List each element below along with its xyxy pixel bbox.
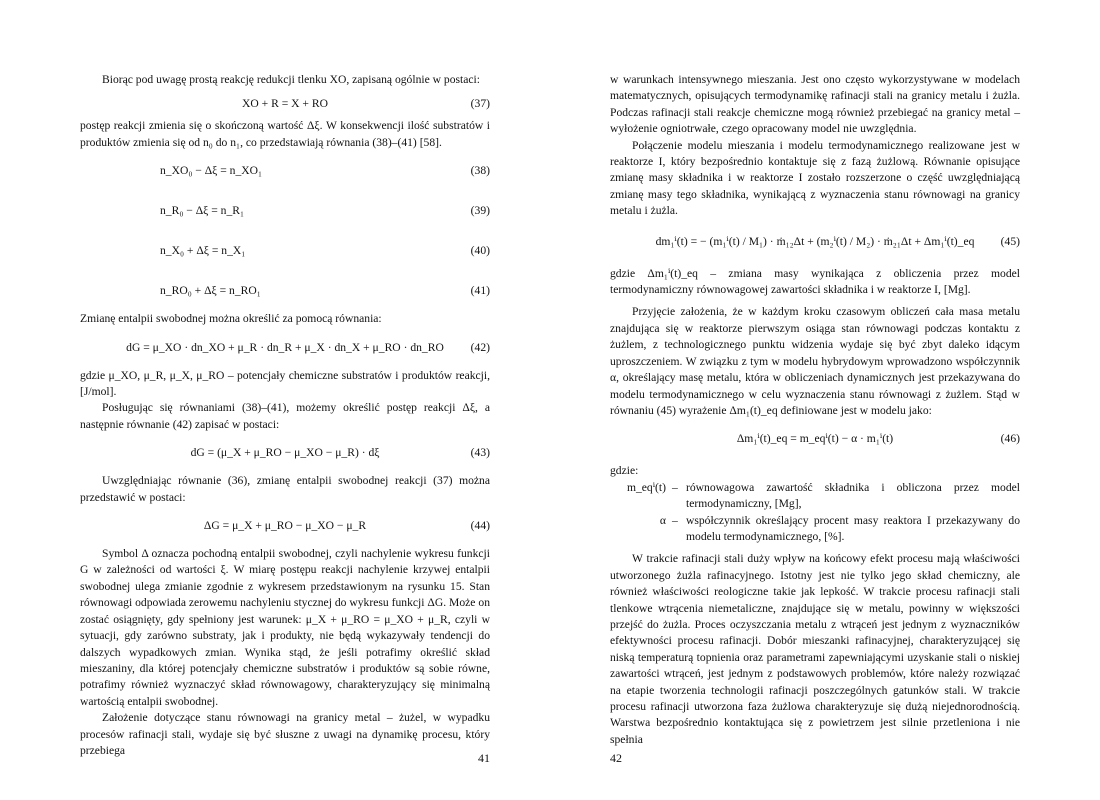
paragraph: Uwzględniając równanie (36), zmianę entalpii swobodnej reakcji (37) można przedstawić w postaci: bbox=[80, 474, 490, 504]
equation-formula: dm₁ⁱ(t) = − (m₁ⁱ(t) / M₁) · ṁ₁₂Δt + (m₂ⁱ(t) / M₂) · ṁ₂₁Δt + Δm₁ⁱ(t)_eq bbox=[655, 234, 975, 248]
equation-formula: n_RO₀ + Δξ = n_RO₁ bbox=[160, 284, 261, 298]
page-number: 42 bbox=[610, 751, 622, 765]
page-number: 41 bbox=[478, 751, 490, 765]
paragraph: w warunkach intensywnego mieszania. Jest ono często wykorzystywane w modelach matematycznych, opisujących termodynamikę rafinacji stali na granicy metalu i żużla. Podczas rafinacji stali reakcje chemiczne mogą również przebiegać na granicy metal – wyłożenie ogniotrwałe, czego opracowany model nie uwzględnia. bbox=[610, 73, 1020, 136]
equation-41 bbox=[80, 271, 490, 311]
equation-44 bbox=[80, 506, 490, 546]
equation-number: (43) bbox=[470, 446, 490, 460]
equation-formula: dG = μ_XO · dn_XO + μ_R · dn_R + μ_X · dn_X + μ_RO · dn_RO bbox=[126, 340, 444, 354]
left-text-column bbox=[80, 72, 490, 759]
equation-46 bbox=[610, 419, 1020, 459]
paragraph: gdzie μ_XO, μ_R, μ_X, μ_RO – potencjały chemiczne substratów i produktów reakcji, [J/mol]. bbox=[80, 368, 490, 399]
paragraph: Biorąc pod uwagę prostą reakcję redukcji tlenku XO, zapisaną ogólnie w postaci: bbox=[102, 73, 480, 86]
equation-formula: n_R₀ − Δξ = n_R₁ bbox=[160, 204, 245, 218]
equation-number: (37) bbox=[470, 97, 490, 111]
right-text-column bbox=[610, 72, 1020, 748]
equation-42 bbox=[80, 328, 490, 368]
definition-item bbox=[610, 513, 1020, 546]
equation-number: (46) bbox=[1000, 432, 1020, 446]
equation-38 bbox=[80, 151, 490, 191]
definition-dash: – bbox=[672, 480, 678, 494]
equation-formula: n_XO₀ − Δξ = n_XO₁ bbox=[160, 164, 263, 178]
paragraph: gdzie Δm₁ⁱ(t)_eq – zmiana masy wynikająca z obliczenia przez model termodynamiczny równowagowej zawartości składnika i w reaktorze I, [Mg]. bbox=[610, 266, 1020, 297]
definition-dash: – bbox=[672, 513, 678, 527]
definition-item bbox=[610, 480, 1020, 513]
equation-number: (42) bbox=[470, 340, 490, 354]
right-page bbox=[550, 0, 1100, 800]
equation-formula: n_X₀ + Δξ = n_X₁ bbox=[160, 244, 246, 258]
paragraph: Zmianę entalpii swobodnej można określić za pomocą równania: bbox=[80, 312, 382, 326]
equation-37 bbox=[80, 88, 490, 118]
definition-text: współczynnik określający procent masy reaktora I przekazywany do modelu termodynamicznego, [%]. bbox=[686, 513, 1020, 543]
where-label: gdzie: bbox=[610, 464, 639, 478]
equation-number: (41) bbox=[470, 284, 490, 298]
paragraph: Połączenie modelu mieszania i modelu termodynamicznego realizowane jest w reaktorze I, który bezpośrednio kontaktuje się z fazą żużlową. Równanie opisujące zmianę masy składnika i w reaktorze I zostało rozszerzone o część uwzględniającą zmianę masy tego składnika, wynikającą z wyznaczenia stanu równowagi na granicy metalu i żużla. bbox=[610, 138, 1020, 218]
definition-symbol: m_eqⁱ(t) bbox=[626, 480, 666, 494]
equation-43 bbox=[80, 433, 490, 473]
equation-formula: Δm₁ⁱ(t)_eq = m_eqⁱ(t) − α · m₁ⁱ(t) bbox=[736, 432, 894, 446]
definition-text: równowagowa zawartość składnika i obliczona przez model termodynamiczny, [Mg], bbox=[686, 480, 1020, 511]
paragraph: Założenie dotyczące stanu równowagi na granicy metal – żużel, w wypadku procesów rafinacji stali, wydaje się być słuszne z uwagi na dynamikę procesu, który przebiega bbox=[80, 711, 490, 757]
equation-number: (45) bbox=[1000, 234, 1020, 248]
equation-number: (39) bbox=[470, 204, 490, 218]
equation-number: (40) bbox=[470, 244, 490, 258]
paragraph: Przyjęcie założenia, że w każdym kroku czasowym obliczeń cała masa metalu znajdująca się w reaktorze pierwszym osiąga stan równowagi podczas kontaktu z żużlem, z technologicznego punktu widzenia wydaje się być zbyt daleko idącym uproszczeniem. W związku z tym w modelu hybrydowym wprowadzono współczynnik α, określający masę metalu, która w obliczeniach dynamicznych jest przekazywana do modelu termodynamicznego w celu wyznaczenia stanu równowagi z żużlem. Stąd w równaniu (45) wyrażenie Δm₁(t)_eq definiowane jest w modelu jako: bbox=[610, 305, 1020, 417]
equation-40 bbox=[80, 231, 490, 271]
paragraph: Symbol Δ oznacza pochodną entalpii swobodnej, czyli nachylenie wykresu funkcji G w zależności od wartości ξ. W miarę postępu reakcji nachylenie krzywej entalpii swobodnej ulega zmianie zgodnie z wykresem przedstawionym na rysunku 15. Stan równowagi odpowiada zerowemu nachyleniu stycznej do wykresu funkcji ΔG. Może on zostać osiągnięty, gdy spełniony jest warunek: μ_X + μ_RO = μ_XO + μ_R, czyli w sytuacji, gdy zarówno substraty, jak i produkty, nie będą wykazywały tendencji do dalszych wypadkowych zmian. Wynika stąd, że jeśli potrafimy określić skład mieszaniny, dla której potencjały chemiczne substratów i produktów są sobie równe, potrafimy również wyznaczyć skład równowagowy, charakteryzujący się minimalną wartością entalpii swobodnej. bbox=[80, 547, 490, 708]
equation-formula: dG = (μ_X + μ_RO − μ_XO − μ_R) · dξ bbox=[190, 446, 380, 460]
equation-formula: XO + R = X + RO bbox=[242, 97, 328, 111]
equation-45 bbox=[610, 220, 1020, 266]
definition-symbol: α bbox=[659, 513, 666, 527]
equation-formula: ΔG = μ_X + μ_RO − μ_XO − μ_R bbox=[203, 519, 367, 533]
equation-number: (44) bbox=[470, 519, 490, 533]
paragraph: W trakcie rafinacji stali duży wpływ na końcowy efekt procesu mają właściwości utworzonego żużla rafinacyjnego. Istotny jest nie tylko jego skład chemiczny, ale również właściwości reologiczne takie jak lepkość. W trakcie procesu rafinacji stali tlenkowe wtrącenia niemetaliczne, znajdujące się w metalu, powinny w większości przejść do żużla. Proces oczyszczania metalu z wtrąceń jest jednym z wyznaczników efektywności procesu rafinacji. Dobór mieszanki rafinacyjnej, charakteryzującej się niską temperaturą topnienia oraz parametrami zapewniającymi uzyskanie stali o niskiej zawartości wtrąceń, jest jednym z podstawowych problemów, które należy rozwiązać na etapie tworzenia technologii rafinacji poszczególnych gatunków stali. W trakcie procesu rafinacji utworzona faza żużlowa charakteryzuje się dużą niejednorodnością. Warstwa bezpośrednio kontaktująca się z powietrzem jest silnie przetleniona i nie spełnia bbox=[610, 552, 1020, 746]
paragraph: postęp reakcji zmienia się o skończoną wartość Δξ. W konsekwencji ilość substratów i produktów zmienia się od n₀ do n₁, co przedstawiają równania (38)–(41) [58]. bbox=[80, 119, 490, 149]
paragraph: Posługując się równaniami (38)–(41), możemy określić postęp reakcji Δξ, a następnie równanie (42) zapisać w postaci: bbox=[80, 401, 490, 431]
equation-number: (38) bbox=[470, 164, 490, 178]
equation-39 bbox=[80, 191, 490, 231]
